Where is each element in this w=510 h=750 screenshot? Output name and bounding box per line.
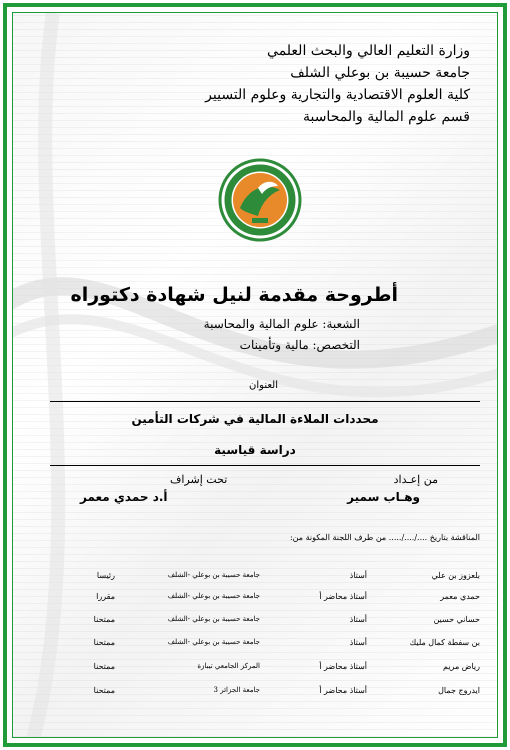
member-role: مقررا [96,592,115,601]
member-role: ممتحنا [93,686,115,695]
university-logo-icon [218,158,302,242]
member-rank: أستاذ [349,638,367,647]
member-name: بلعزوز بن علي [431,571,480,580]
committee-row [0,662,510,678]
member-rank: أستاذ [349,571,367,580]
committee-row [0,571,510,587]
member-name: حمدي معمر [440,592,480,601]
prepared-by-label: من إعـداد [393,473,438,486]
thesis-title: أطروحة مقدمة لنيل شهادة دكتوراه [70,284,398,306]
member-role: رئيسا [96,571,115,580]
committee-row [0,686,510,702]
main-title: محددات الملاءة المالية في شركات التأمين [131,412,379,426]
title-label: العنوان [249,380,278,391]
member-name: ايدروج جمال [438,686,480,695]
divider-top [50,401,480,402]
member-name: رياض مريم [443,662,480,671]
member-rank: أستاذ محاضر أ [319,686,367,695]
member-university: جامعة حسيبة بن بوعلي -الشلف [167,638,260,646]
committee-row [0,638,510,654]
member-role: ممتحنا [93,662,115,671]
supervisor-label: تحت إشراف [170,473,228,486]
specialty-line: التخصص: مالية وتأمينات [239,338,360,352]
supervisor-name: أ.د حمدي معمر [80,490,168,504]
member-university: جامعة حسيبة بن بوعلي -الشلف [167,592,260,600]
branch-line: الشعبة: علوم المالية والمحاسبة [203,317,360,331]
member-university: جامعة حسيبة بن بوعلي -الشلف [167,615,260,623]
divider-bottom [50,465,480,466]
member-name: بن سفطة كمال مليك [409,638,480,647]
member-rank: أستاذ [349,615,367,624]
committee-row [0,592,510,608]
member-role: ممتحنا [93,615,115,624]
discussion-line: المناقشة بتاريخ ..../..../..... من طرف اللجنة المكونة من: [289,533,480,542]
header-block [205,40,470,128]
prepared-by-name: وهـاب سمير [347,490,420,504]
university-name: جامعة حسيبة بن بوعلي الشلف [290,65,470,81]
member-rank: أستاذ محاضر أ [319,592,367,601]
subtitle: دراسة قياسية [214,443,296,457]
member-university: جامعة الجزائر 3 [213,686,260,694]
committee-row [0,615,510,631]
member-university: المركز الجامعي تيبازة [197,662,260,670]
member-role: ممتحنا [93,638,115,647]
member-name: حساني حسين [433,615,480,624]
member-rank: أستاذ محاضر أ [319,662,367,671]
member-university: جامعة حسيبة بن بوعلي -الشلف [167,571,260,579]
faculty-name: كلية العلوم الاقتصادية والتجارية وعلوم التسيير [205,87,470,103]
ministry-name: وزارة التعليم العالي والبحث العلمي [267,43,470,59]
department-name: قسم علوم المالية والمحاسبة [302,109,470,125]
